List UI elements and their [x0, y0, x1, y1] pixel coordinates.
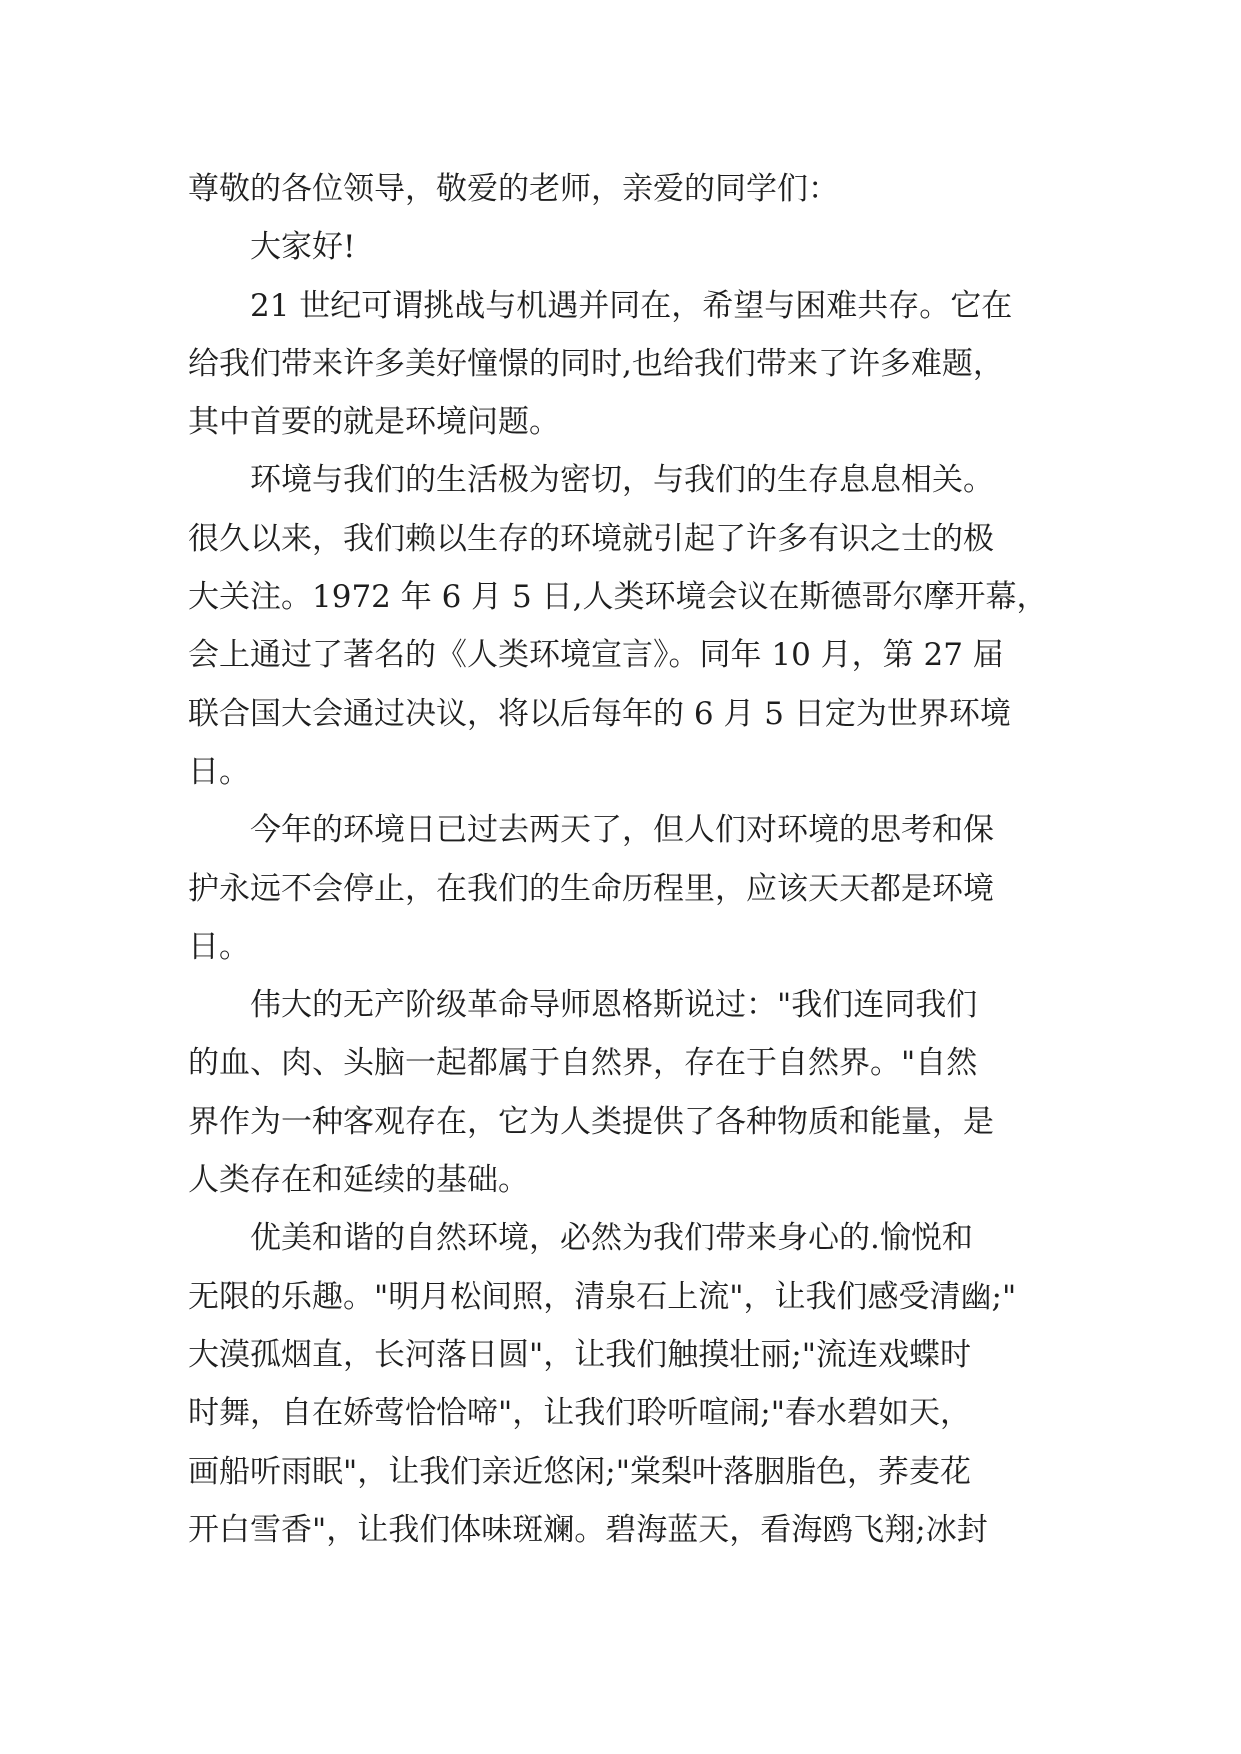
- text-line: 会上通过了著名的《人类环境宣言》。同年 10 月，第 27 届: [188, 637, 1004, 674]
- text-line: 开白雪香"，让我们体味斑斓。碧海蓝天，看海鸥飞翔;冰封: [188, 1511, 988, 1548]
- text-line: 尊敬的各位领导，敬爱的老师，亲爱的同学们：: [188, 171, 839, 207]
- text-line: 今年的环境日已过去两天了，但人们对环境的思考和保: [250, 812, 994, 849]
- text-line: 大漠孤烟直，长河落日圆"，让我们触摸壮丽;"流连戏蝶时: [188, 1336, 971, 1373]
- text-line: 伟大的无产阶级革命导师恩格斯说过："我们连同我们: [250, 987, 978, 1024]
- text-line: 时舞，自在娇莺恰恰啼"，让我们聆听喧闹;"春水碧如天，: [188, 1395, 971, 1432]
- text-line: 环境与我们的生活极为密切，与我们的生存息息相关。: [250, 462, 994, 499]
- text-line: 大关注。1972 年 6 月 5 日,人类环境会议在斯德哥尔摩开幕，: [188, 579, 1048, 616]
- text-line: 人类存在和延续的基础。: [188, 1162, 529, 1199]
- text-line: 优美和谐的自然环境，必然为我们带来身心的.愉悦和: [250, 1220, 973, 1257]
- text-line: 大家好!: [250, 229, 356, 266]
- text-line: 的血、肉、头脑一起都属于自然界，存在于自然界。"自然: [188, 1045, 978, 1082]
- text-line: 给我们带来许多美好憧憬的同时,也给我们带来了许多难题，: [188, 345, 1004, 382]
- text-line: 很久以来，我们赖以生存的环境就引起了许多有识之士的极: [188, 520, 994, 557]
- text-line: 护永远不会停止，在我们的生命历程里，应该天天都是环境: [188, 870, 994, 907]
- text-line: 日。: [188, 753, 250, 790]
- text-line: 画船听雨眠"，让我们亲近悠闲;"棠梨叶落胭脂色，荞麦花: [188, 1453, 971, 1490]
- text-line: 日。: [188, 928, 250, 965]
- text-line: 联合国大会通过决议，将以后每年的 6 月 5 日定为世界环境: [188, 695, 1011, 732]
- document-body: [188, 160, 1058, 1559]
- text-line: 21 世纪可谓挑战与机遇并同在，希望与困难共存。它在: [250, 287, 1013, 324]
- text-line: 界作为一种客观存在，它为人类提供了各种物质和能量，是: [188, 1103, 994, 1140]
- text-line: 其中首要的就是环境问题。: [188, 404, 560, 441]
- text-line: 无限的乐趣。"明月松间照，清泉石上流"，让我们感受清幽;": [188, 1278, 1017, 1315]
